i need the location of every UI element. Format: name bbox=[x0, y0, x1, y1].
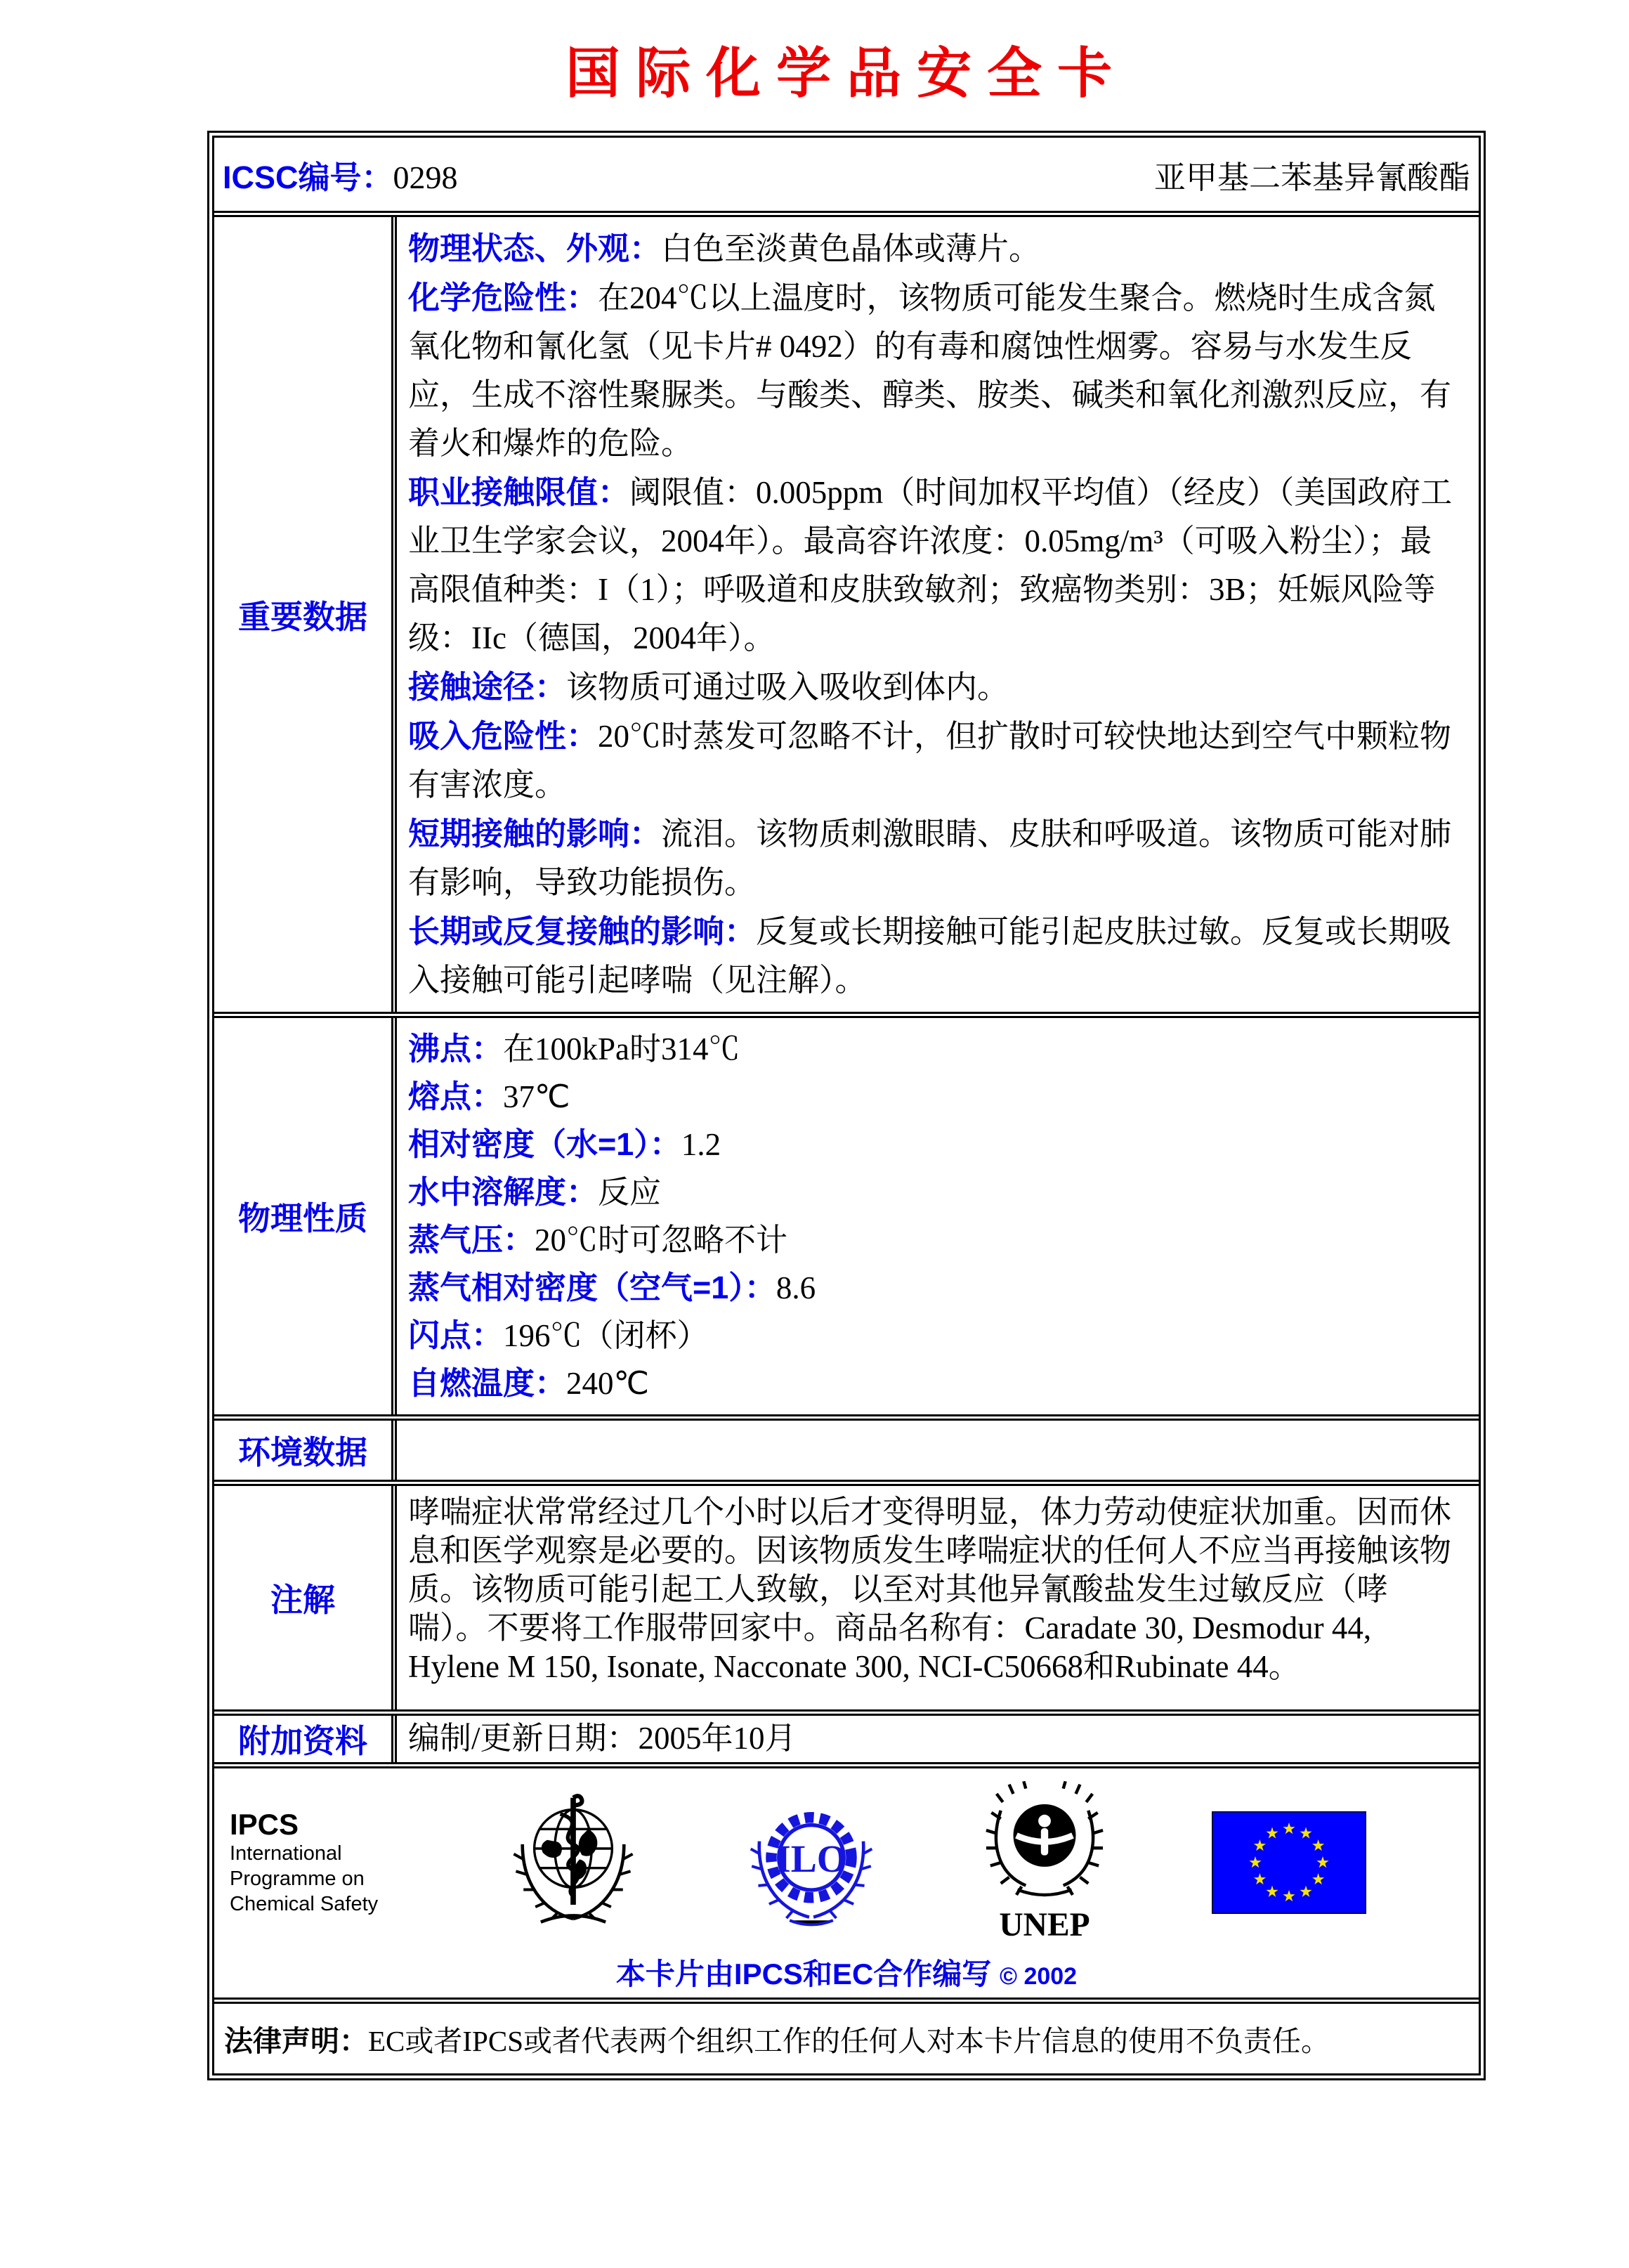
section-label-important: 重要数据 bbox=[214, 217, 397, 1012]
physical-item bbox=[408, 1264, 1462, 1312]
unep-logo-icon bbox=[982, 1781, 1107, 1944]
physical-item bbox=[408, 1121, 1462, 1168]
ilo-logo-icon bbox=[745, 1798, 878, 1928]
ilo-letters: ILO bbox=[775, 1837, 847, 1881]
item-label: 沸点： bbox=[408, 1031, 504, 1067]
ipcs-text-block bbox=[230, 1808, 402, 1917]
item-label: 吸入危险性： bbox=[408, 718, 598, 754]
ipcs-name-line: Programme on bbox=[230, 1868, 365, 1890]
important-item bbox=[408, 224, 1462, 273]
item-label: 自燃温度： bbox=[408, 1365, 567, 1401]
icsc-number-group bbox=[223, 152, 458, 197]
ipcs-acronym: IPCS bbox=[230, 1808, 299, 1841]
who-logo-icon bbox=[506, 1792, 640, 1933]
additional-info-row bbox=[214, 1709, 1479, 1762]
item-text: 反应 bbox=[598, 1175, 662, 1210]
item-text: 1.2 bbox=[681, 1127, 721, 1162]
item-label: 熔点： bbox=[408, 1078, 504, 1114]
physical-item bbox=[408, 1168, 1462, 1216]
important-data-content bbox=[397, 217, 1479, 1012]
item-text: 反复或长期接触可能引起皮肤过敏。反复或长期吸入接触可能引起哮喘（见注解）。 bbox=[408, 914, 1452, 998]
item-label: 物理状态、外观： bbox=[408, 230, 662, 266]
physical-item bbox=[408, 1216, 1462, 1264]
item-label: 闪点： bbox=[408, 1317, 504, 1353]
ipcs-name-line: International bbox=[230, 1842, 342, 1865]
item-label: 长期或反复接触的影响： bbox=[408, 913, 757, 949]
icsc-number-label: ICSC编号： bbox=[223, 159, 393, 195]
physical-properties-content bbox=[397, 1018, 1479, 1414]
item-label: 短期接触的影响： bbox=[408, 816, 662, 852]
legal-statement bbox=[224, 2018, 1330, 2059]
item-label: 化学危险性： bbox=[408, 280, 598, 315]
item-text: 8.6 bbox=[776, 1270, 816, 1305]
environmental-data-row bbox=[214, 1414, 1479, 1480]
item-text: 37℃ bbox=[503, 1079, 570, 1114]
section-label-notes: 注解 bbox=[214, 1486, 397, 1709]
copyright-text: © 2002 bbox=[999, 1963, 1078, 1990]
cooperation-caption bbox=[214, 1951, 1479, 1993]
legal-label: 法律声明： bbox=[224, 2025, 368, 2057]
notes-row bbox=[214, 1480, 1479, 1709]
item-label: 接触途径： bbox=[408, 669, 567, 705]
item-text: 196℃（闭杯） bbox=[503, 1318, 709, 1353]
important-data-row bbox=[214, 211, 1479, 1012]
item-text: 在204℃以上温度时，该物质可能发生聚合。燃烧时生成含氮氧化物和氰化氢（见卡片# 0492）的有毒和腐蚀性烟雾。容易与水发生反应，生成不溶性聚脲类。与酸类、醇类、胺类、碱类和氧化剂激烈反应，有着火和爆炸的危险。 bbox=[408, 280, 1452, 461]
item-text: 该物质可通过吸入吸收到体内。 bbox=[566, 670, 1009, 705]
important-item bbox=[408, 907, 1462, 1005]
item-text: 流泪。该物质刺激眼睛、皮肤和呼吸道。该物质可能对肺有影响，导致功能损伤。 bbox=[408, 816, 1452, 900]
physical-item bbox=[408, 1025, 1462, 1073]
legal-text: EC或者IPCS或者代表两个组织工作的任何人对本卡片信息的使用不负责任。 bbox=[368, 2025, 1330, 2057]
physical-properties-row bbox=[214, 1012, 1479, 1414]
item-text: 白色至淡黄色晶体或薄片。 bbox=[661, 231, 1041, 266]
section-label-additional: 附加资料 bbox=[214, 1716, 397, 1762]
important-item bbox=[408, 663, 1462, 712]
eu-flag-icon bbox=[1212, 1811, 1366, 1914]
ipcs-name-line: Chemical Safety bbox=[230, 1893, 379, 1915]
logos-strip bbox=[214, 1778, 1479, 1944]
item-text: 在100kPa时314℃ bbox=[503, 1031, 740, 1067]
icsc-number-value: 0298 bbox=[393, 159, 458, 195]
important-item bbox=[408, 712, 1462, 809]
item-label: 相对密度（水=1）： bbox=[408, 1126, 681, 1162]
item-text: 240℃ bbox=[566, 1366, 650, 1401]
important-item bbox=[408, 468, 1462, 663]
environmental-data-content bbox=[397, 1421, 1479, 1480]
additional-info-content: 编制/更新日期：2005年10月 bbox=[408, 1721, 797, 1756]
icsc-card bbox=[207, 131, 1486, 2080]
item-label: 蒸气相对密度（空气=1）： bbox=[408, 1270, 776, 1305]
unep-letters: UNEP bbox=[999, 1906, 1090, 1943]
section-label-physical: 物理性质 bbox=[214, 1018, 397, 1414]
important-item bbox=[408, 809, 1462, 907]
physical-item bbox=[408, 1360, 1462, 1407]
legal-statement-row bbox=[214, 1997, 1479, 2073]
notes-text: 哮喘症状常常经过几个小时以后才变得明显，体力劳动使症状加重。因而休息和医学观察是必要的。因该物质发生哮喘症状的任何人不应当再接触该物质。该物质可能引起工人致敏，以至对其他异氰酸盐发生过敏反应（哮喘）。不要将工作服带回家中。商品名称有：Caradate 30, Desmodur 44, Hylene M 150, Isonate, Nacconate 300, NCI-C50668和Rubinate 44。 bbox=[408, 1494, 1452, 1684]
item-text: 20℃时可忽略不计 bbox=[535, 1223, 788, 1258]
caption-text: 本卡片由IPCS和EC合作编写 bbox=[615, 1957, 992, 1990]
section-label-environment: 环境数据 bbox=[214, 1421, 397, 1480]
item-text: 阈限值：0.005ppm（时间加权平均值）（经皮）（美国政府工业卫生学家会议，2004年）。最高容许浓度：0.05mg/m³（可吸入粉尘）；最高限值种类：I（1）；呼吸道和皮肤致敏剂；致癌物类别：3B；妊娠风险等级：IIc（德国，2004年）。 bbox=[408, 475, 1453, 656]
important-item bbox=[408, 273, 1462, 468]
physical-item bbox=[408, 1312, 1462, 1360]
item-label: 蒸气压： bbox=[408, 1222, 535, 1258]
chemical-name: 亚甲基二苯基异氰酸酯 bbox=[1153, 159, 1470, 195]
card-header-row bbox=[214, 138, 1479, 211]
page-title: 国际化学品安全卡 bbox=[565, 43, 1127, 104]
physical-item bbox=[408, 1073, 1462, 1121]
organizations-row bbox=[214, 1762, 1479, 1997]
item-text: 20℃时蒸发可忽略不计，但扩散时可较快地达到空气中颗粒物有害浓度。 bbox=[408, 719, 1452, 802]
item-label: 职业接触限值： bbox=[408, 474, 630, 510]
notes-content bbox=[397, 1486, 1479, 1709]
item-label: 水中溶解度： bbox=[408, 1174, 598, 1210]
